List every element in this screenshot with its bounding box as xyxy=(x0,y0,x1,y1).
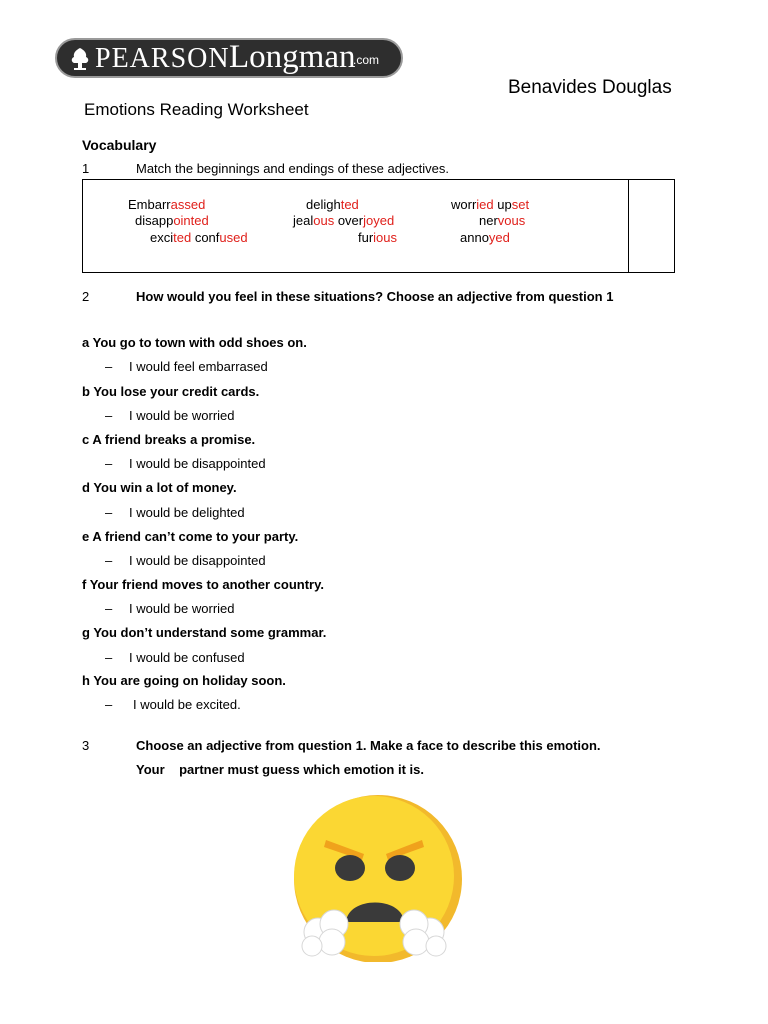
q1-number: 1 xyxy=(82,161,90,176)
adjective-item: nervous xyxy=(479,213,526,228)
logo-pearson-text: PEARSON xyxy=(95,43,230,74)
pearson-tree-icon xyxy=(69,47,91,71)
adjective-item: excited confused xyxy=(150,230,248,245)
situation-question: f Your friend moves to another country. xyxy=(82,577,324,592)
q3-number: 3 xyxy=(82,738,90,753)
logo-longman-text: Longman xyxy=(229,39,356,75)
q2-instruction: How would you feel in these situations? Choose an adjective from question 1 xyxy=(136,289,614,304)
situation-answer: I would be excited. xyxy=(133,697,241,712)
answer-dash: – xyxy=(105,505,113,520)
adjective-item: disappointed xyxy=(135,213,209,228)
adjective-item: furious xyxy=(358,230,398,245)
answer-dash: – xyxy=(105,650,113,665)
logo-com-text: .com xyxy=(353,53,380,67)
situation-answer: I would feel embarrased xyxy=(129,359,268,374)
situation-answer: I would be worried xyxy=(129,408,235,423)
pearson-longman-logo xyxy=(55,38,403,78)
answer-dash: – xyxy=(105,359,113,374)
answer-dash: – xyxy=(105,697,113,712)
q1-instruction: Match the beginnings and endings of these adjectives. xyxy=(136,161,449,176)
situation-answer: I would be confused xyxy=(129,650,245,665)
adjective-box-divider xyxy=(628,179,629,273)
situation-answer: I would be disappointed xyxy=(129,553,266,568)
situation-question: c A friend breaks a promise. xyxy=(82,432,256,447)
answer-dash: – xyxy=(105,553,113,568)
adjective-item: annoyed xyxy=(460,230,510,245)
situation-answer: I would be delighted xyxy=(129,505,245,520)
adjective-item: Embarrassed xyxy=(128,197,206,212)
adjective-item: jealous overjoyed xyxy=(293,213,395,228)
situation-question: a You go to town with odd shoes on. xyxy=(82,335,307,350)
situation-question: h You are going on holiday soon. xyxy=(82,673,286,688)
situation-question: g You don’t understand some grammar. xyxy=(82,625,327,640)
adjective-item: delighted xyxy=(306,197,359,212)
adjective-item: worried upset xyxy=(451,197,530,212)
q3-instruction-line1: Choose an adjective from question 1. Make a face to describe this emotion. xyxy=(136,738,601,753)
situation-question: d You win a lot of money. xyxy=(82,480,237,495)
situation-answer: I would be disappointed xyxy=(129,456,266,471)
situation-question: b You lose your credit cards. xyxy=(82,384,260,399)
worksheet-title: Emotions Reading Worksheet xyxy=(84,100,309,119)
answer-dash: – xyxy=(105,456,113,471)
vocabulary-heading: Vocabulary xyxy=(82,137,157,153)
answer-dash: – xyxy=(105,408,113,423)
situation-question: e A friend can’t come to your party. xyxy=(82,529,299,544)
answer-dash: – xyxy=(105,601,113,616)
angry-face-icon xyxy=(290,792,470,962)
q2-number: 2 xyxy=(82,289,90,304)
author-name: Benavides Douglas xyxy=(508,77,672,98)
q3-instruction-line2: Your partner must guess which emotion it is. xyxy=(136,762,424,777)
situation-answer: I would be worried xyxy=(129,601,235,616)
